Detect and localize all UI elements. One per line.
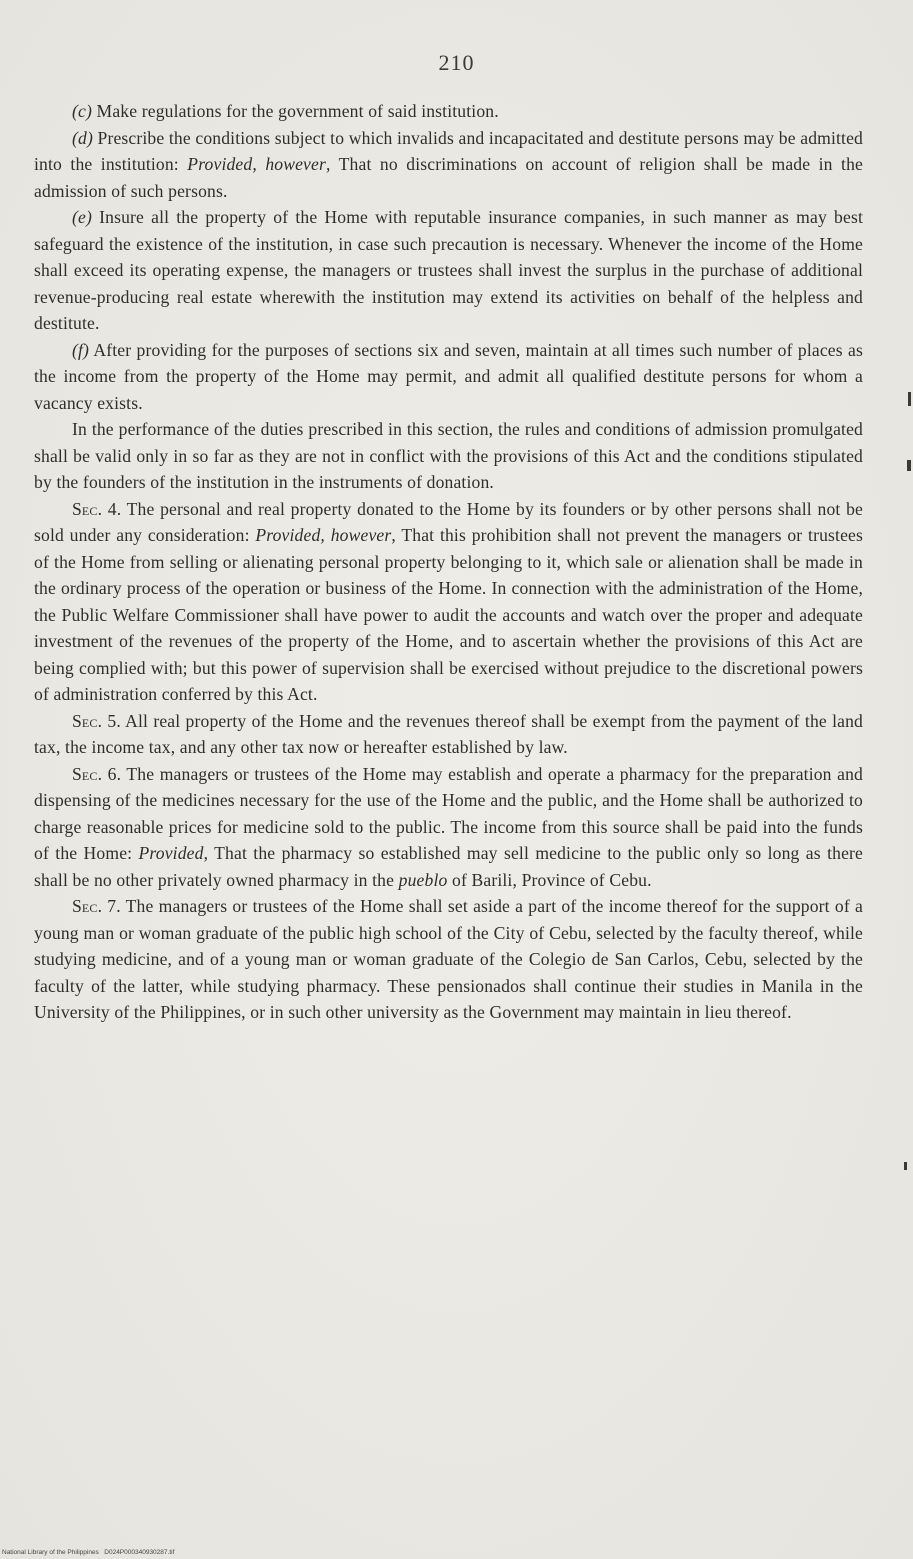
- section-4: [34, 496, 863, 708]
- item-label: (f): [72, 339, 90, 360]
- paragraph-text: The managers or trustees of the Home may establish and operate a pharmacy for the preparation and dispensing of the medicines necessary for the use of the Home and the public, and the Home shall be authorized to charge reasonable prices for medicine sold to the public. The income from this source shall be paid into the funds of the Home:: [34, 763, 864, 863]
- paragraph-c: [34, 98, 863, 125]
- scan-footer: [2, 1549, 174, 1556]
- paragraph-text: In the performance of the duties prescribed in this section, the rules and conditions of admission promulgated shall be valid only in so far as they are not in conflict with the provisions of this Act and the conditions stipulated by the founders of the institution in the instruments of donation.: [34, 419, 863, 492]
- scan-artifact: [904, 1162, 907, 1170]
- paragraph-text-rest: , That the pharmacy so established may sell medicine to the public only so long as there shall be no other privately owned pharmacy in the: [34, 843, 863, 890]
- page-number: 210: [438, 50, 475, 75]
- section-heading: Sec. 4.: [72, 498, 122, 519]
- paragraph-d: [34, 125, 863, 205]
- section-7: [34, 893, 863, 1026]
- paragraph-text: Insure all the property of the Home with reputable insurance companies, in such manner as may best safeguard the existence of the institution, in case such precaution is necessary. Whenever the income of the Home shall exceed its operating expense, the managers or trustees shall invest the surplus in the purchase of additional revenue-producing real estate wherewith the institution may extend its activities on behalf of the helpless and destitute.: [34, 207, 863, 333]
- footer-code: D024P000340930287.tif: [104, 1549, 175, 1556]
- item-label: (e): [72, 207, 92, 227]
- paragraph-text-end: of Barili, Province of Cebu.: [447, 869, 652, 890]
- proviso-italic: Provided: [138, 843, 204, 863]
- item-label: (d): [72, 127, 93, 148]
- item-label: (c): [72, 101, 92, 121]
- paragraph-performance: [34, 416, 863, 496]
- paragraph-text: All real property of the Home and the revenues thereof shall be exempt from the payment of the land tax, the income tax, and any other tax now or hereafter established by law.: [34, 710, 863, 757]
- pueblo-italic: pueblo: [398, 869, 448, 890]
- section-heading: Sec. 6.: [72, 763, 122, 784]
- section-heading: Sec. 5.: [72, 710, 121, 731]
- proviso-italic: Provided, however: [187, 154, 326, 174]
- paragraph-text-rest: , That this prohibition shall not prevent the managers or trustees of the Home from selling or alienating personal property belonging to it, which sale or alienation shall be made in the ordinary process of the operation or business of the Home. In connection with the administration of the Home, the Public Welfare Commissioner shall have power to audit the accounts and watch over the proper and adequate investment of the revenues of the property of the Home, and to ascertain whether the provisions of this Act are being complied with; but this power of supervision shall be exercised without prejudice to the discretional powers of administration conferred by this Act.: [34, 525, 863, 704]
- section-heading: Sec. 7.: [72, 896, 121, 916]
- section-6: [34, 761, 863, 894]
- paragraph-text: Make regulations for the government of said institution.: [91, 101, 499, 121]
- paragraph-text: Prescribe the conditions subject to which invalids and incapacitated and destitute persons may be admitted into the institution:: [34, 127, 863, 174]
- section-5: [34, 708, 863, 761]
- footer-library: National Library of the Philippines: [2, 1549, 99, 1556]
- paragraph-e: [34, 204, 863, 337]
- paragraph-text: After providing for the purposes of sections six and seven, maintain at all times such number of places as the income from the property of the Home may permit, and admit all qualified destitute persons for whom a vacancy exists.: [34, 339, 863, 413]
- paragraph-f: [34, 337, 863, 417]
- proviso-italic: Provided, however: [255, 525, 392, 545]
- paragraph-text-rest: , That no discriminations on account of religion shall be made in the admission of such persons.: [34, 154, 863, 201]
- paragraph-text: The personal and real property donated to the Home by its founders or by other persons shall not be sold under any consideration:: [34, 498, 863, 545]
- body-text: [34, 98, 863, 1026]
- paragraph-text: The managers or trustees of the Home shall set aside a part of the income thereof for the support of a young man or woman graduate of the public high school of the City of Cebu, selected by the faculty thereof, while studying medicine, and of a young man or woman graduate of the Colegio de San Carlos, Cebu, selected by the faculty of the latter, while studying pharmacy. These pensionados shall continue their studies in Manila in the University of the Philippines, or in such other university as the Government may maintain in lieu thereof.: [34, 896, 863, 1022]
- scan-artifact: [908, 392, 911, 406]
- scan-artifact: [907, 460, 911, 471]
